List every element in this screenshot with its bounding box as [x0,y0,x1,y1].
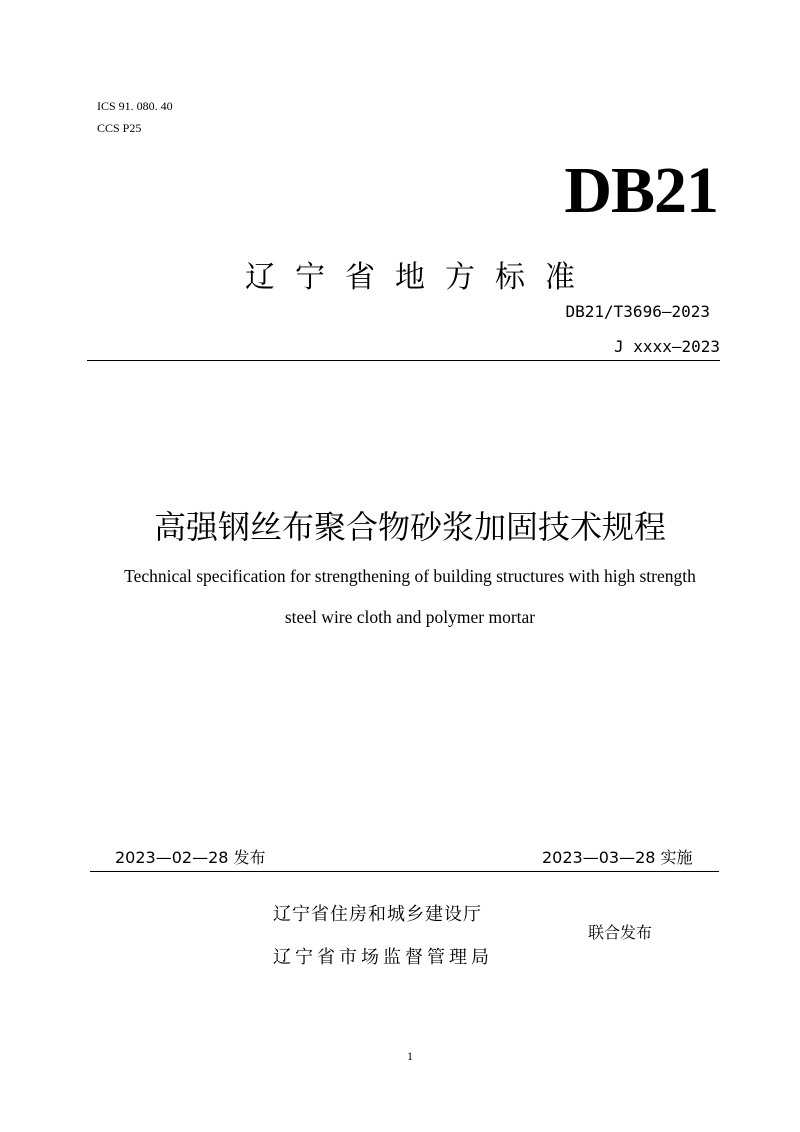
title-chinese: 高强钢丝布聚合物砂浆加固技术规程 [153,508,666,546]
title-english-line2: steel wire cloth and polymer mortar [284,607,536,627]
effective-date: 2023—03—28 实施 [542,848,693,867]
publish-date: 2023—02—28 发布 [115,848,266,867]
page-number: 1 [407,1049,413,1063]
j-number: J xxxx—2023 [614,337,720,356]
top-divider [87,360,720,361]
title-english-line1: Technical specification for strengthening of building structures with high strength [124,566,696,586]
issuer-housing-department: 辽宁省住房和城乡建设厅 [273,904,482,925]
bottom-divider [90,871,719,872]
joint-issue-label: 联合发布 [588,923,653,942]
ccs-code: CCS P25 [97,121,142,135]
standard-number: DB21/T3696—2023 [565,302,710,321]
standard-code-db21: DB21 [564,154,718,227]
ics-code: ICS 91. 080. 40 [97,99,173,113]
issuer-market-supervision: 辽宁省市场监督管理局 [273,947,493,968]
standard-type: 辽宁省地方标准 [245,260,595,295]
